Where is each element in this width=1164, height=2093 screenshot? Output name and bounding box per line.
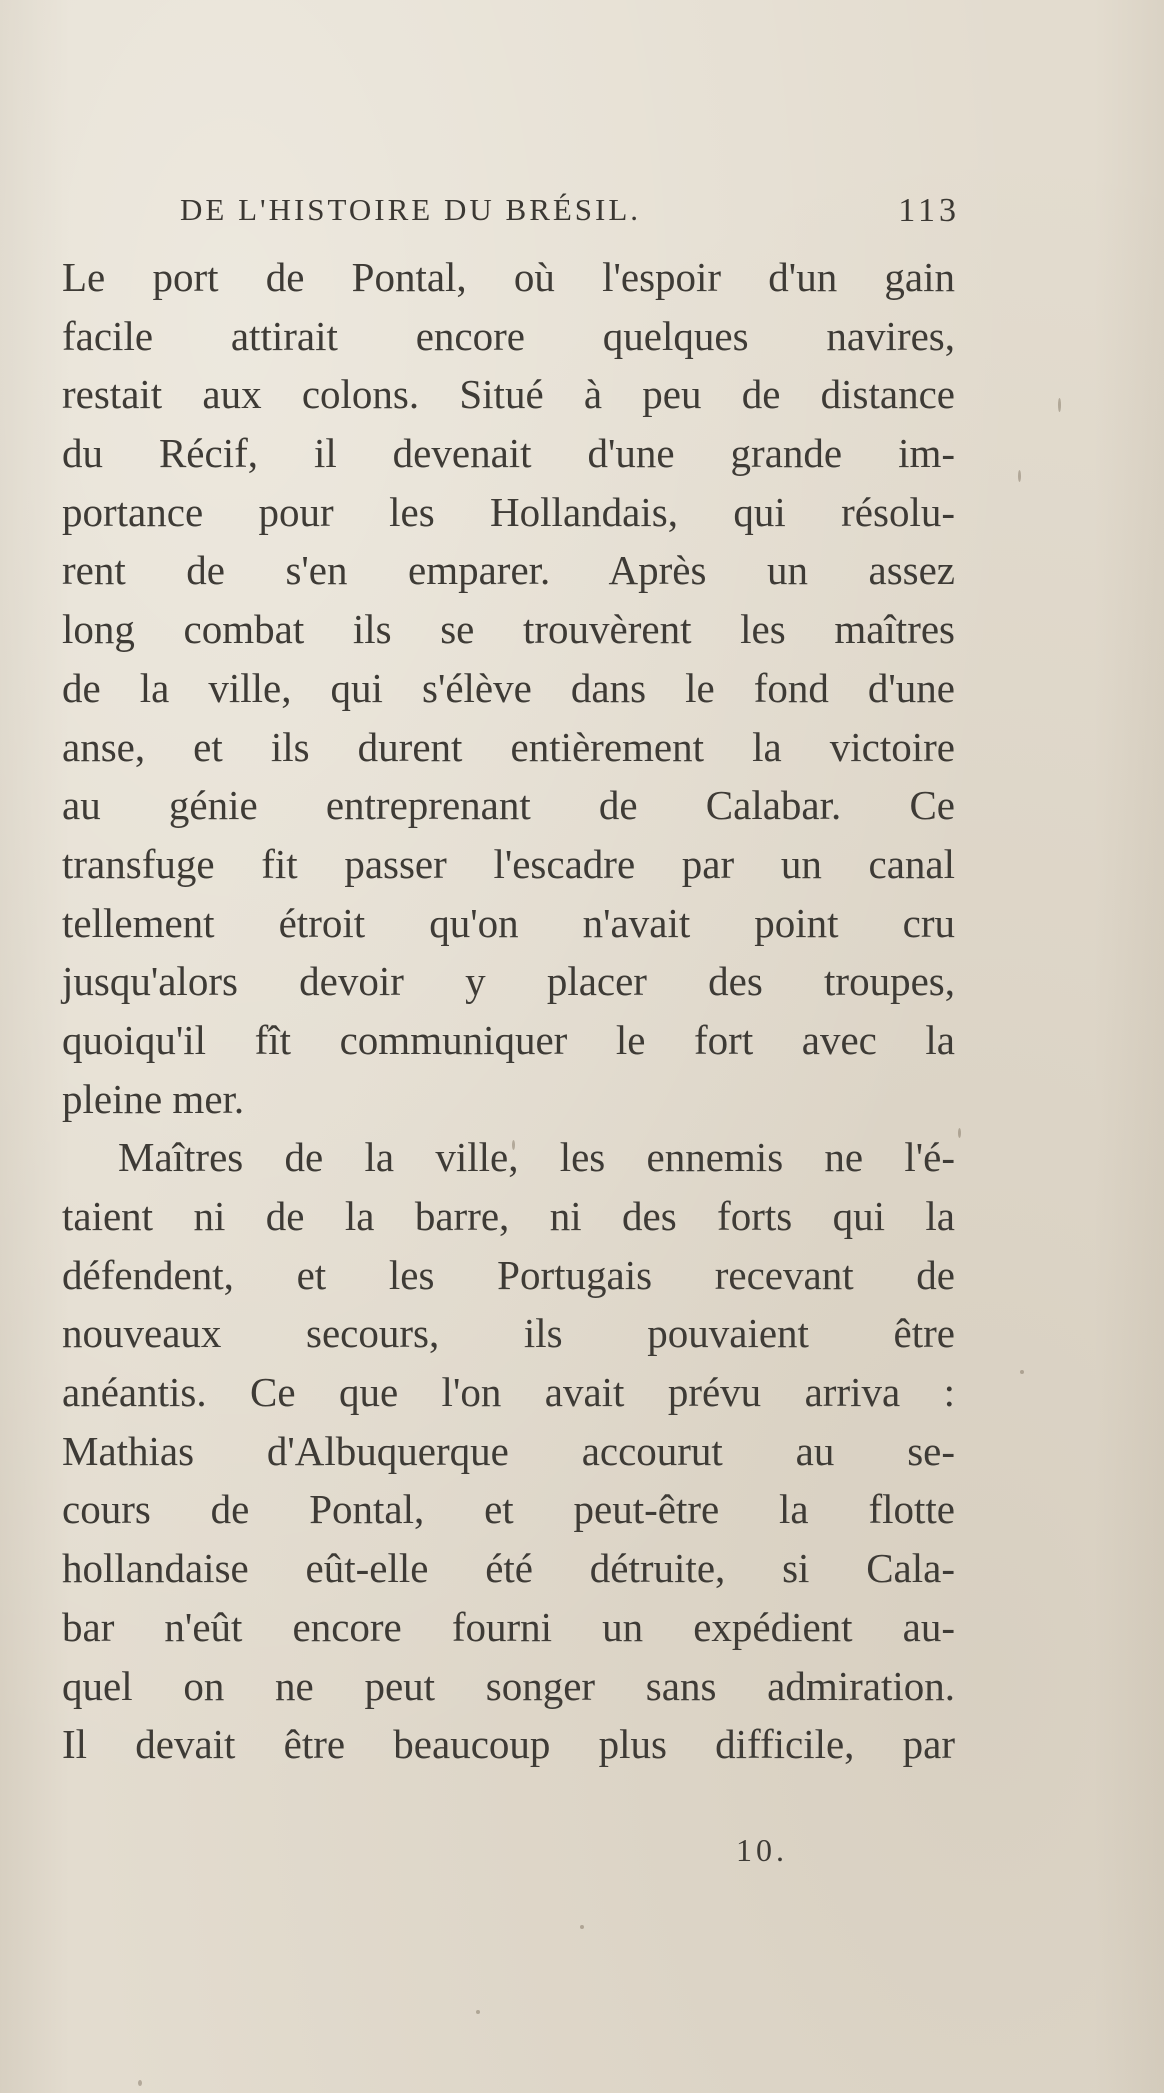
text-line: du Récif, il devenait d'une grande im- xyxy=(62,430,955,477)
paper-speck xyxy=(1058,398,1061,412)
text-line: jusqu'alors devoir y placer des troupes, xyxy=(62,958,955,1005)
paragraph-1 xyxy=(62,248,955,1128)
text-line: rent de s'en emparer. Après un assez xyxy=(62,547,955,594)
text-line: Mathias d'Albuquerque accourut au se- xyxy=(62,1427,955,1474)
text-line: taient ni de la barre, ni des forts qui la xyxy=(62,1193,955,1239)
text-line: hollandaise eût-elle été détruite, si Cala- xyxy=(62,1545,955,1592)
text-line: portance pour les Hollandais, qui résolu- xyxy=(62,488,955,535)
text-line: cours de Pontal, et peut-être la flotte xyxy=(62,1486,955,1533)
text-line: de la ville, qui s'élève dans le fond d'une xyxy=(62,664,955,711)
body-text xyxy=(62,248,955,1774)
text-line: Maîtres de la ville, les ennemis ne l'é- xyxy=(118,1134,955,1181)
text-line: restait aux colons. Situé à peu de distance xyxy=(62,371,955,418)
paper-speck xyxy=(958,1128,961,1138)
paper-speck xyxy=(1018,470,1021,482)
paragraph-2 xyxy=(62,1128,955,1774)
text-line: anéantis. Ce que l'on avait prévu arriva : xyxy=(62,1369,955,1416)
text-line: quel on ne peut songer sans admiration. xyxy=(62,1662,955,1709)
text-line: anse, et ils durent entièrement la victoire xyxy=(62,723,955,770)
paper-speck xyxy=(138,2080,142,2086)
paper-speck xyxy=(512,1140,515,1150)
text-line: facile attirait encore quelques navires, xyxy=(62,312,955,359)
paper-speck xyxy=(1020,1370,1024,1374)
signature-mark: 10. xyxy=(736,1832,788,1868)
page-number: 113 xyxy=(898,192,960,229)
text-line: tellement étroit qu'on n'avait point cru xyxy=(62,899,955,946)
paper-speck xyxy=(580,1925,584,1929)
text-line: nouveaux secours, ils pouvaient être xyxy=(62,1310,955,1357)
paper-speck xyxy=(476,2010,480,2014)
running-title: DE L'HISTOIRE DU BRÉSIL. xyxy=(180,192,642,227)
text-line: quoiqu'il fît communiquer le fort avec la xyxy=(62,1016,955,1063)
text-line: au génie entreprenant de Calabar. Ce xyxy=(62,782,955,829)
text-line: long combat ils se trouvèrent les maîtres xyxy=(62,606,955,653)
text-line: Le port de Pontal, où l'espoir d'un gain xyxy=(62,254,955,300)
running-head xyxy=(180,192,960,240)
text-line: transfuge fit passer l'escadre par un canal xyxy=(62,840,955,887)
text-line: défendent, et les Portugais recevant de xyxy=(62,1251,955,1298)
text-line: Il devait être beaucoup plus difficile, par xyxy=(62,1721,955,1768)
text-line: bar n'eût encore fourni un expédient au- xyxy=(62,1603,955,1650)
text-line: pleine mer. xyxy=(62,1075,245,1122)
